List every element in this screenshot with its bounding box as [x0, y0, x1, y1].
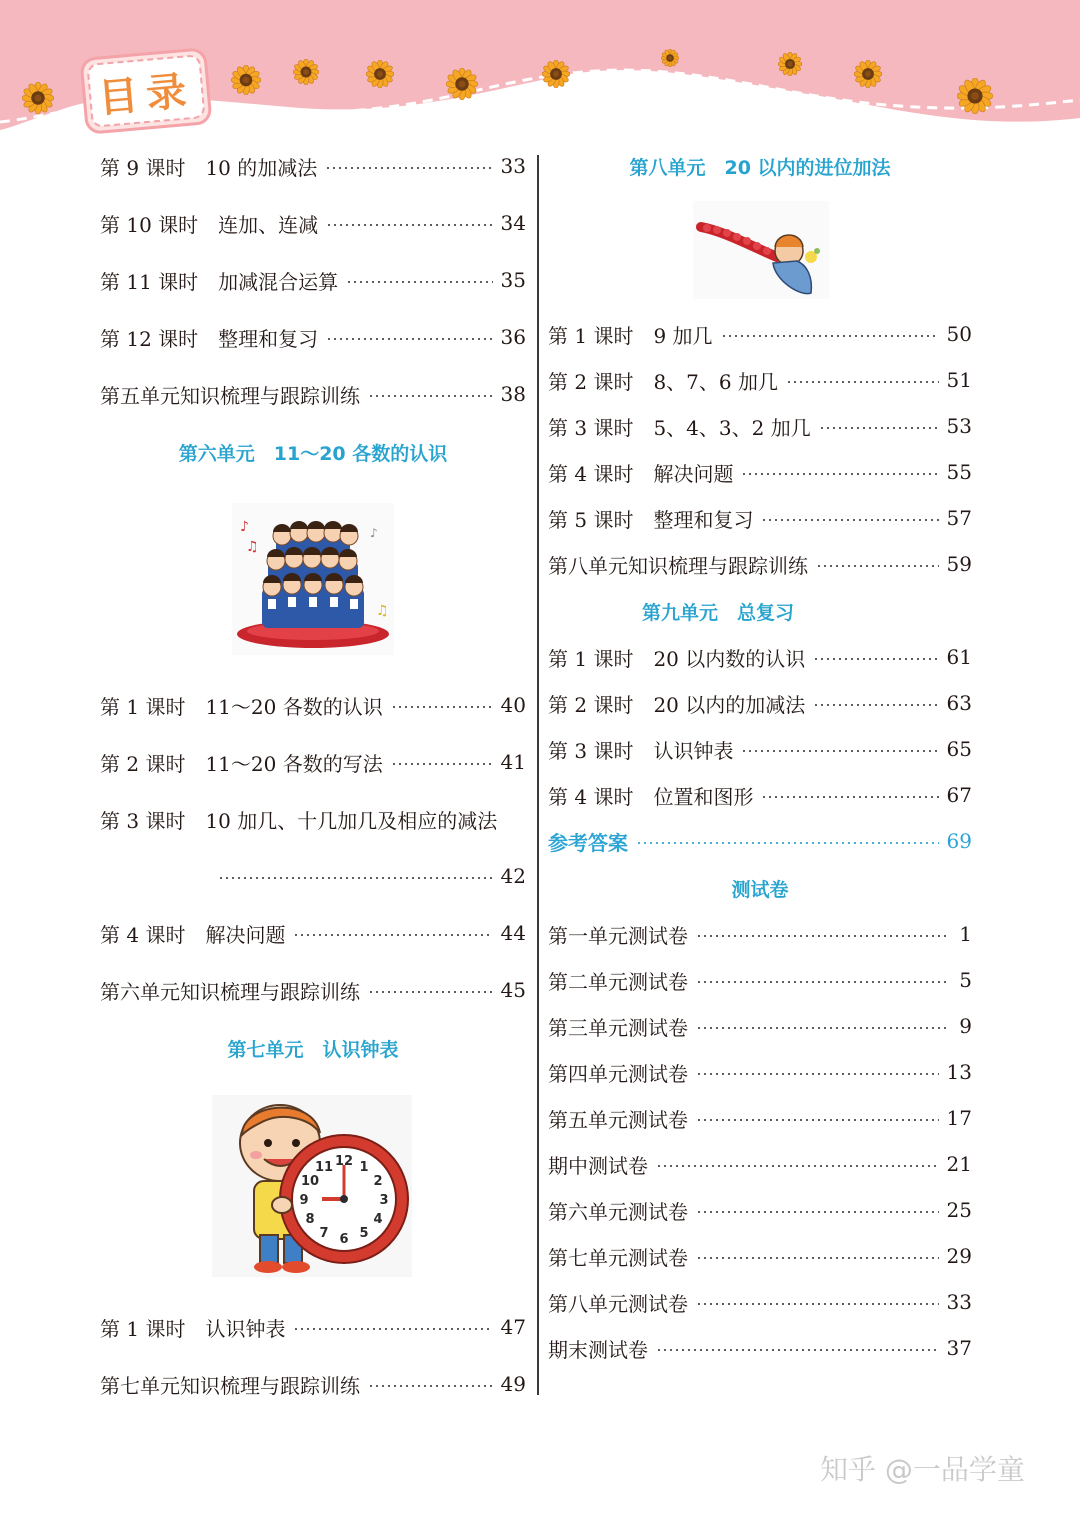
svg-text:7: 7 [319, 1226, 329, 1241]
leader-dots [696, 1026, 946, 1030]
svg-text:5: 5 [359, 1226, 369, 1241]
unit-8-heading[interactable]: 第八单元 20 以内的进位加法 [629, 156, 891, 179]
toc-row[interactable] [548, 406, 972, 446]
toc-row[interactable] [100, 1364, 526, 1404]
toc-label: 第 9 课时 10 的加减法 [100, 155, 318, 180]
toc-label: 第 2 课时 8、7、6 加几 [548, 369, 778, 394]
toc-page: 69 [946, 829, 972, 853]
sunflower-icon [661, 49, 679, 67]
choir-illustration [232, 503, 394, 655]
leader-dots [656, 1348, 939, 1352]
toc-page: 61 [946, 645, 972, 669]
toc-label: 第三单元测试卷 [548, 1015, 688, 1040]
toc-page: 38 [500, 382, 526, 406]
toc-row[interactable] [548, 1328, 972, 1368]
toc-label: 第 1 课时 9 加几 [548, 323, 713, 348]
toc-label: 期末测试卷 [548, 1337, 648, 1362]
toc-page: 9 [959, 1014, 972, 1038]
title-badge [79, 47, 213, 136]
unit-9-heading[interactable]: 第九单元 总复习 [641, 601, 794, 624]
toc-page: 57 [946, 506, 972, 530]
toc-label: 第 4 课时 解决问题 [100, 922, 286, 947]
leader-dots [326, 337, 492, 341]
sunflower-icon [22, 82, 54, 114]
svg-text:♪: ♪ [370, 526, 378, 540]
sunflower-icon [778, 52, 802, 76]
toc-page: 44 [500, 921, 526, 945]
toc-label: 第二单元测试卷 [548, 969, 688, 994]
toc-label: 第 1 课时 20 以内数的认识 [548, 646, 806, 671]
toc-page: 67 [946, 783, 972, 807]
toc-row[interactable] [548, 1282, 972, 1322]
sunflower-icon [446, 68, 478, 100]
toc-page: 41 [500, 750, 526, 774]
toc-label: 第七单元知识梳理与跟踪训练 [100, 1373, 360, 1398]
toc-page: 63 [946, 691, 972, 715]
leader-dots [696, 934, 946, 938]
toc-label: 第五单元测试卷 [548, 1107, 688, 1132]
toc-page: 53 [946, 414, 972, 438]
toc-page: 42 [500, 864, 526, 888]
toc-row-continuation[interactable] [218, 856, 526, 896]
leader-dots [819, 426, 939, 430]
toc-label: 第 3 课时 5、4、3、2 加几 [548, 415, 811, 440]
leader-dots [368, 990, 493, 994]
toc-row[interactable] [548, 637, 972, 677]
svg-text:8: 8 [305, 1212, 315, 1227]
svg-text:3: 3 [379, 1193, 389, 1208]
leader-dots [696, 1256, 939, 1260]
svg-text:6: 6 [339, 1232, 349, 1247]
leader-dots [786, 380, 939, 384]
leader-dots [368, 1384, 493, 1388]
sunflower-icon [231, 65, 261, 95]
toc-row[interactable] [548, 960, 972, 1000]
header-banner [0, 0, 1080, 150]
toc-row[interactable] [548, 775, 972, 815]
toc-row[interactable] [548, 683, 972, 723]
toc-page: 40 [500, 693, 526, 717]
toc-page: 51 [946, 368, 972, 392]
leader-dots [813, 703, 938, 707]
leader-dots [721, 334, 939, 338]
toc-row[interactable] [100, 374, 526, 414]
toc-label: 第 1 课时 认识钟表 [100, 1316, 286, 1341]
toc-row[interactable] [100, 260, 526, 300]
toc-label: 第 5 课时 整理和复习 [548, 507, 754, 532]
toc-page: 59 [946, 552, 972, 576]
watermark: 知乎 @一品学童 [820, 1453, 1025, 1486]
toc-label: 参考答案 [548, 830, 628, 855]
leader-dots [816, 564, 939, 568]
toc-page: 45 [500, 978, 526, 1002]
toc-row[interactable] [548, 498, 972, 538]
toc-label: 第七单元测试卷 [548, 1245, 688, 1270]
toc-page: 33 [946, 1290, 972, 1314]
toc-row[interactable] [100, 317, 526, 357]
svg-text:♫: ♫ [246, 539, 259, 555]
leader-dots [293, 1327, 492, 1331]
toc-label: 第八单元测试卷 [548, 1291, 688, 1316]
toc-label: 第 3 课时 10 加几、十几加几及相应的减法 [100, 808, 498, 833]
toc-row[interactable] [100, 203, 526, 243]
leader-dots [293, 933, 492, 937]
leader-dots [696, 980, 946, 984]
toc-page: 36 [500, 325, 526, 349]
leader-dots [326, 223, 492, 227]
toc-row[interactable] [100, 1307, 526, 1347]
leader-dots [391, 762, 493, 766]
sunflower-icon [293, 59, 319, 85]
toc-page: 34 [500, 211, 526, 235]
svg-text:10: 10 [300, 1174, 320, 1189]
toc-row[interactable] [548, 1190, 972, 1230]
toc-row[interactable] [100, 685, 526, 725]
toc-label: 第四单元测试卷 [548, 1061, 688, 1086]
toc-row[interactable] [548, 914, 972, 954]
toc-row[interactable] [100, 913, 526, 953]
toc-label: 第五单元知识梳理与跟踪训练 [100, 383, 360, 408]
toc-label: 第 10 课时 连加、连减 [100, 212, 319, 237]
leader-dots [741, 472, 938, 476]
toc-page: 55 [946, 460, 972, 484]
toc-page: 65 [946, 737, 972, 761]
leader-dots [761, 518, 938, 522]
page-title: 目录 [96, 67, 197, 122]
toc-label: 第六单元测试卷 [548, 1199, 688, 1224]
tests-heading[interactable]: 测试卷 [731, 878, 789, 901]
toc-label: 第 4 课时 位置和图形 [548, 784, 754, 809]
toc-label: 期中测试卷 [548, 1153, 648, 1178]
sunflower-icon [366, 60, 394, 88]
toc-row-wrapped[interactable] [100, 799, 526, 839]
svg-text:11: 11 [314, 1160, 334, 1175]
svg-text:♪: ♪ [240, 519, 249, 535]
leader-dots [656, 1164, 939, 1168]
toc-page: 29 [946, 1244, 972, 1268]
leader-dots [391, 705, 493, 709]
toc-row[interactable] [548, 1006, 972, 1046]
toc-label: 第 2 课时 11～20 各数的写法 [100, 751, 383, 776]
toc-row[interactable] [548, 1052, 972, 1092]
toc-page: 50 [946, 322, 972, 346]
party-blower-illustration [693, 201, 829, 299]
svg-text:12: 12 [334, 1154, 354, 1169]
toc-label: 第 12 课时 整理和复习 [100, 326, 319, 351]
leader-dots [761, 795, 938, 799]
leader-dots [218, 876, 493, 880]
svg-text:♫: ♫ [376, 603, 389, 619]
toc-page: 47 [500, 1315, 526, 1339]
toc-page: 35 [500, 268, 526, 292]
toc-row[interactable] [548, 360, 972, 400]
toc-label: 第 1 课时 11～20 各数的认识 [100, 694, 383, 719]
leader-dots [696, 1118, 939, 1122]
toc-row[interactable] [548, 452, 972, 492]
toc-page: 21 [946, 1152, 972, 1176]
toc-row[interactable] [100, 970, 526, 1010]
toc-page: 49 [500, 1372, 526, 1396]
toc-page: 1 [959, 922, 972, 946]
sunflower-icon [957, 78, 993, 114]
toc-page: 25 [946, 1198, 972, 1222]
toc-label: 第一单元测试卷 [548, 923, 688, 948]
toc-label: 第 11 课时 加减混合运算 [100, 269, 339, 294]
sunflower-icon [854, 60, 882, 88]
leader-dots [696, 1210, 939, 1214]
toc-row[interactable] [548, 314, 972, 354]
sunflower-icon [542, 60, 570, 88]
toc-row[interactable] [100, 146, 526, 186]
svg-text:4: 4 [373, 1212, 383, 1227]
leader-dots [325, 166, 492, 170]
toc-row[interactable] [548, 1098, 972, 1138]
svg-text:9: 9 [299, 1193, 309, 1208]
toc-row[interactable] [548, 544, 972, 584]
leader-dots [696, 1302, 939, 1306]
toc-page: 17 [946, 1106, 972, 1130]
svg-text:2: 2 [373, 1174, 383, 1189]
toc-row[interactable] [548, 1236, 972, 1276]
leader-dots [813, 657, 938, 661]
toc-row[interactable] [548, 1144, 972, 1184]
toc-page: 5 [959, 968, 972, 992]
toc-row[interactable] [100, 742, 526, 782]
column-divider [537, 155, 539, 1395]
toc-page: 13 [946, 1060, 972, 1084]
unit-7-heading[interactable]: 第七单元 认识钟表 [227, 1038, 399, 1061]
toc-page: 33 [500, 154, 526, 178]
svg-text:1: 1 [359, 1160, 369, 1175]
leader-dots [696, 1072, 939, 1076]
toc-row[interactable] [548, 729, 972, 769]
toc-label: 第六单元知识梳理与跟踪训练 [100, 979, 360, 1004]
unit-6-heading[interactable]: 第六单元 11～20 各数的认识 [178, 442, 448, 465]
leader-dots [368, 394, 493, 398]
toc-label: 第八单元知识梳理与跟踪训练 [548, 553, 808, 578]
toc-label: 第 4 课时 解决问题 [548, 461, 734, 486]
leader-dots [346, 280, 492, 284]
toc-label: 第 2 课时 20 以内的加减法 [548, 692, 806, 717]
leader-dots [741, 749, 938, 753]
boy-with-clock-illustration [212, 1095, 412, 1277]
toc-label: 第 3 课时 认识钟表 [548, 738, 734, 763]
toc-row-answers[interactable] [548, 821, 972, 861]
leader-dots [636, 841, 939, 845]
toc-page: 37 [946, 1336, 972, 1360]
